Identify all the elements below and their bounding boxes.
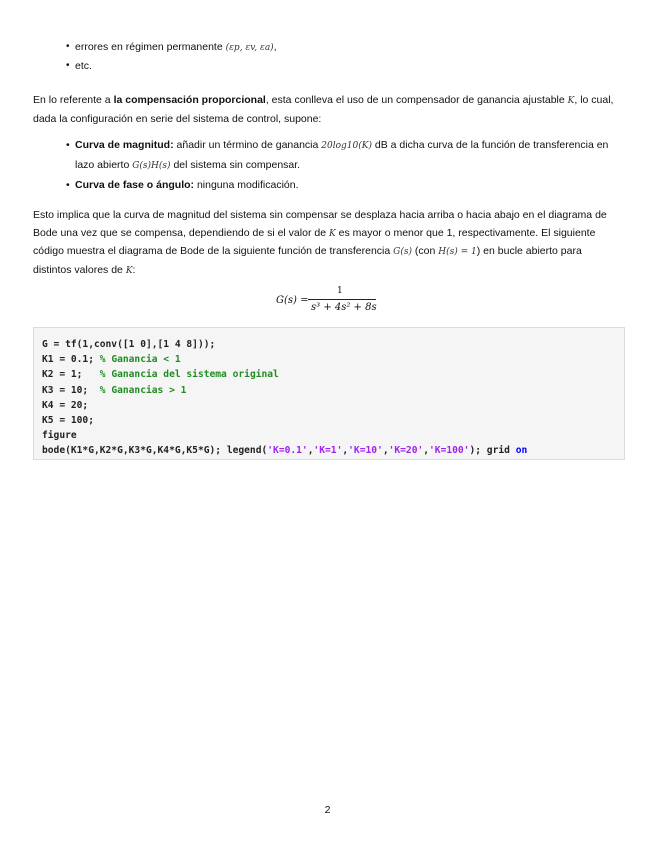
error-bullet-list (66, 38, 277, 75)
code-line (42, 367, 624, 382)
h-of-s-math: H(s) = 1 (438, 247, 477, 257)
text-span: Esto implica que la curva de magnitud del sistema sin compensar se desplaza hacia arriba o hacia abajo en el diagrama de Bode una vez que se compensa, dependiendo de si el valor de (33, 209, 607, 239)
text-span: , lo cual, dada la configuración en serie del sistema de control, supone: (33, 94, 614, 125)
code-text: , (307, 445, 314, 457)
bullet-text: etc. (75, 60, 92, 72)
code-text: G = tf(1,conv([1 0],[1 4 8])); (42, 339, 216, 350)
list-item (66, 57, 277, 75)
bold-term: Curva de fase o ángulo: (75, 179, 195, 191)
matlab-code-block (33, 327, 625, 460)
code-text: , (382, 445, 389, 457)
text-span: , esta conlleva el uso de un compensador de ganancia ajustable (265, 94, 568, 106)
text-span: es mayor o menor que 1, respectivamente. El siguiente código muestra el diagrama de Bode de la siguiente función de transferencia (33, 226, 596, 257)
text-span: dB a dicha curva de la función de transferencia en lazo abierto (75, 139, 609, 171)
code-line (42, 413, 624, 428)
bullet-suffix: , (273, 41, 277, 53)
code-text: K2 = 1; (42, 369, 100, 381)
code-text: figure (42, 430, 77, 442)
code-comment: % Ganancia del sistema original (99, 369, 279, 381)
code-line (42, 443, 624, 458)
code-line (42, 383, 624, 398)
code-string: 'K=20' (388, 445, 424, 457)
code-keyword: on (515, 445, 528, 457)
text-span: ) en bucle abierto para distintos valores de (33, 245, 582, 276)
bullet-text: errores en régimen permanente (75, 41, 226, 53)
text-span: En lo referente a (33, 94, 114, 106)
paragraph-bode-shift (33, 207, 623, 280)
text-span: añadir un término de ganancia (173, 139, 322, 151)
transfer-function-formula (0, 286, 655, 320)
gain-term-math: 20log10(K) (321, 141, 372, 151)
code-line (42, 398, 624, 413)
text-span: : (132, 263, 136, 276)
page-number: 2 (324, 804, 331, 816)
list-item (66, 38, 277, 57)
code-text: bode(K1*G,K2*G,K3*G,K4*G,K5*G); legend( (42, 445, 268, 457)
k-symbol: K (125, 265, 133, 276)
code-text: K5 = 100; (42, 415, 94, 427)
list-item (66, 176, 626, 195)
code-text: , (423, 445, 430, 457)
fraction-bar (308, 299, 376, 300)
code-comment: % Ganancia < 1 (99, 354, 181, 366)
code-comment: % Ganancias > 1 (99, 384, 187, 396)
bold-term: la compensación proporcional (113, 94, 266, 106)
code-line (42, 428, 624, 443)
effects-bullet-list (66, 136, 626, 195)
code-string: 'K=0.1' (267, 445, 308, 457)
formula-numerator: 1 (337, 286, 343, 296)
formula-lhs: G(s) = (276, 295, 309, 306)
error-constants-math: (εp, εv, εa) (225, 43, 274, 53)
code-text: ); grid (469, 445, 516, 457)
open-loop-tf-math: G(s)H(s) (132, 161, 171, 171)
text-span: ninguna modificación. (194, 179, 299, 191)
code-line (42, 352, 624, 367)
g-of-s-math: G(s) (393, 247, 412, 257)
code-text: , (342, 445, 349, 457)
formula-denominator: s³ + 4s² + 8s (311, 302, 377, 313)
code-string: 'K=100' (429, 445, 470, 457)
code-string: 'K=10' (348, 445, 383, 457)
k-symbol: K (328, 228, 336, 239)
text-span: del sistema sin compensar. (170, 159, 301, 171)
code-line (42, 337, 624, 352)
code-text: K3 = 10; (42, 384, 100, 396)
list-item (66, 136, 626, 176)
bold-term: Curva de magnitud: (75, 139, 174, 151)
code-text: K1 = 0.1; (42, 354, 100, 366)
k-symbol: K (567, 96, 575, 106)
code-text: K4 = 20; (42, 399, 89, 411)
text-span: (con (412, 245, 439, 257)
paragraph-proportional-compensation (33, 92, 623, 128)
code-string: 'K=1' (313, 445, 343, 457)
